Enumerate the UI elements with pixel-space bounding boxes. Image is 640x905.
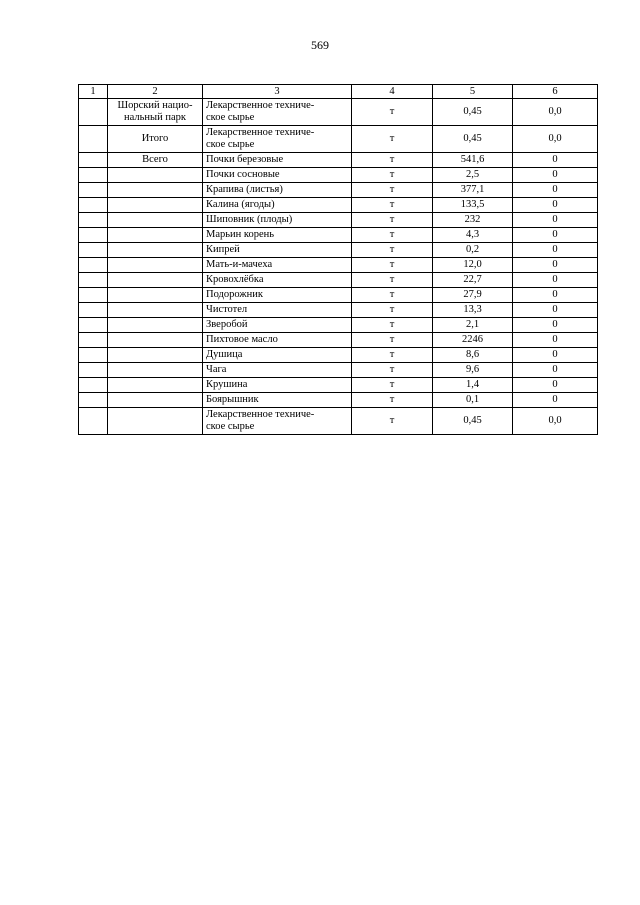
- table-cell-c6: 0,0: [513, 99, 598, 126]
- table-cell-c1: [79, 183, 108, 198]
- cell-text-line: ское сырье: [206, 112, 255, 123]
- header-cell: 5: [433, 85, 513, 99]
- resource-table: [78, 84, 598, 435]
- table-cell-c1: [79, 348, 108, 363]
- table-cell-c5: 9,6: [433, 363, 513, 378]
- table-cell-c5: 27,9: [433, 288, 513, 303]
- table-cell-c1: [79, 243, 108, 258]
- table-cell-c6: 0: [513, 303, 598, 318]
- page-number: 569: [311, 38, 329, 52]
- cell-text-line: Итого: [141, 133, 169, 144]
- header-cell: 1: [79, 85, 108, 99]
- cell-text-line: Боярышник: [206, 394, 259, 405]
- table-cell-c1: [79, 408, 108, 435]
- table-cell-c5: 4,3: [433, 228, 513, 243]
- cell-text-line: Чага: [206, 364, 227, 375]
- table-cell-c2: [108, 348, 203, 363]
- table-cell-c4: т: [352, 213, 433, 228]
- header-cell: 4: [352, 85, 433, 99]
- table-cell-c5: 13,3: [433, 303, 513, 318]
- table-cell-c1: [79, 228, 108, 243]
- table-cell-c5: 377,1: [433, 183, 513, 198]
- cell-text-line: Подорожник: [206, 289, 263, 300]
- table-cell-c4: т: [352, 273, 433, 288]
- table-cell-c1: [79, 363, 108, 378]
- table-cell-c3: [203, 258, 352, 273]
- cell-text-line: Пихтовое масло: [206, 334, 278, 345]
- table-row: [79, 273, 598, 288]
- table-cell-c3: [203, 183, 352, 198]
- table-cell-c3: [203, 213, 352, 228]
- table-cell-c1: [79, 258, 108, 273]
- table-row: [79, 363, 598, 378]
- table-cell-c2: [108, 99, 203, 126]
- cell-text-line: Почки сосновые: [206, 169, 280, 180]
- table-cell-c2: [108, 126, 203, 153]
- table-cell-c5: 1,4: [433, 378, 513, 393]
- table-cell-c1: [79, 126, 108, 153]
- table-cell-c4: т: [352, 258, 433, 273]
- table-cell-c1: [79, 393, 108, 408]
- table-cell-c5: 8,6: [433, 348, 513, 363]
- table-cell-c4: т: [352, 378, 433, 393]
- table-row: [79, 258, 598, 273]
- table-cell-c6: 0,0: [513, 126, 598, 153]
- header-cell: 2: [108, 85, 203, 99]
- table-cell-c6: 0: [513, 363, 598, 378]
- table-cell-c2: [108, 168, 203, 183]
- table-cell-c1: [79, 273, 108, 288]
- table-cell-c2: [108, 243, 203, 258]
- table-cell-c2: [108, 393, 203, 408]
- table-cell-c5: 2246: [433, 333, 513, 348]
- table-cell-c6: 0: [513, 243, 598, 258]
- table-row: [79, 213, 598, 228]
- table-cell-c4: т: [352, 153, 433, 168]
- cell-text-line: ское сырье: [206, 421, 255, 432]
- table-cell-c4: т: [352, 168, 433, 183]
- table-row: [79, 378, 598, 393]
- table-row: [79, 183, 598, 198]
- cell-text-line: Зверобой: [206, 319, 248, 330]
- cell-text-line: нальный парк: [124, 112, 186, 123]
- table-cell-c5: 2,5: [433, 168, 513, 183]
- table-cell-c6: 0: [513, 168, 598, 183]
- table-cell-c1: [79, 318, 108, 333]
- table-cell-c3: [203, 198, 352, 213]
- table-cell-c3: [203, 393, 352, 408]
- table-cell-c3: [203, 126, 352, 153]
- table-cell-c4: т: [352, 228, 433, 243]
- cell-text-line: Лекарственное техниче-: [206, 100, 315, 111]
- table-cell-c3: [203, 168, 352, 183]
- table-cell-c3: [203, 378, 352, 393]
- table-cell-c6: 0: [513, 228, 598, 243]
- table-cell-c2: [108, 153, 203, 168]
- table-cell-c6: 0: [513, 318, 598, 333]
- table-cell-c6: 0: [513, 258, 598, 273]
- table-cell-c2: [108, 228, 203, 243]
- cell-text-line: Марьин корень: [206, 229, 275, 240]
- table-cell-c5: 0,1: [433, 393, 513, 408]
- table-cell-c4: т: [352, 333, 433, 348]
- table-cell-c4: т: [352, 198, 433, 213]
- table-cell-c6: 0: [513, 213, 598, 228]
- table-cell-c5: 541,6: [433, 153, 513, 168]
- table-cell-c4: т: [352, 126, 433, 153]
- cell-text-line: Мать-и-мачеха: [206, 259, 273, 270]
- table-cell-c1: [79, 333, 108, 348]
- table-cell-c3: [203, 318, 352, 333]
- table-cell-c2: [108, 273, 203, 288]
- table-cell-c6: 0: [513, 183, 598, 198]
- table-row: [79, 348, 598, 363]
- table-cell-c2: [108, 333, 203, 348]
- table-cell-c2: [108, 303, 203, 318]
- table-cell-c4: т: [352, 363, 433, 378]
- table-row: [79, 126, 598, 153]
- table-cell-c2: [108, 363, 203, 378]
- cell-text-line: Кипрей: [206, 244, 240, 255]
- cell-text-line: Калина (ягоды): [206, 199, 275, 210]
- table-cell-c4: т: [352, 303, 433, 318]
- cell-text-line: Лекарственное техниче-: [206, 409, 315, 420]
- table-cell-c5: 12,0: [433, 258, 513, 273]
- table-cell-c5: 0,45: [433, 408, 513, 435]
- table-cell-c1: [79, 303, 108, 318]
- table-cell-c4: т: [352, 99, 433, 126]
- table-row: [79, 318, 598, 333]
- cell-text-line: Лекарственное техниче-: [206, 127, 315, 138]
- table-cell-c5: 0,45: [433, 99, 513, 126]
- table-row: [79, 153, 598, 168]
- table-cell-c3: [203, 288, 352, 303]
- table-cell-c3: [203, 408, 352, 435]
- table-cell-c4: т: [352, 288, 433, 303]
- table-cell-c4: т: [352, 348, 433, 363]
- table-cell-c2: [108, 408, 203, 435]
- table-row: [79, 198, 598, 213]
- table-cell-c3: [203, 243, 352, 258]
- table-cell-c3: [203, 99, 352, 126]
- table-cell-c5: 22,7: [433, 273, 513, 288]
- table-cell-c3: [203, 348, 352, 363]
- table-cell-c2: [108, 318, 203, 333]
- table-cell-c6: 0: [513, 153, 598, 168]
- table-cell-c5: 232: [433, 213, 513, 228]
- header-cell: 3: [203, 85, 352, 99]
- table-cell-c4: т: [352, 243, 433, 258]
- table-header-row: [79, 85, 598, 99]
- table-row: [79, 228, 598, 243]
- table-cell-c1: [79, 288, 108, 303]
- table-cell-c6: 0: [513, 273, 598, 288]
- table-cell-c4: т: [352, 183, 433, 198]
- cell-text-line: Почки березовые: [206, 154, 284, 165]
- cell-text-line: Всего: [142, 154, 168, 165]
- table-row: [79, 99, 598, 126]
- table-row: [79, 408, 598, 435]
- table-cell-c1: [79, 378, 108, 393]
- cell-text-line: Шиповник (плоды): [206, 214, 293, 225]
- table-cell-c2: [108, 198, 203, 213]
- table-cell-c2: [108, 378, 203, 393]
- table-row: [79, 168, 598, 183]
- table-cell-c5: 2,1: [433, 318, 513, 333]
- table-cell-c5: 133,5: [433, 198, 513, 213]
- table-cell-c1: [79, 198, 108, 213]
- table-cell-c6: 0,0: [513, 408, 598, 435]
- header-cell: 6: [513, 85, 598, 99]
- table-cell-c3: [203, 273, 352, 288]
- table-cell-c4: т: [352, 408, 433, 435]
- table-row: [79, 393, 598, 408]
- table-cell-c3: [203, 153, 352, 168]
- table-cell-c1: [79, 168, 108, 183]
- table-cell-c5: 0,2: [433, 243, 513, 258]
- table-row: [79, 303, 598, 318]
- table-cell-c2: [108, 213, 203, 228]
- table-cell-c3: [203, 228, 352, 243]
- table-cell-c5: 0,45: [433, 126, 513, 153]
- table-cell-c2: [108, 288, 203, 303]
- table-cell-c6: 0: [513, 348, 598, 363]
- cell-text-line: Кровохлёбка: [206, 274, 264, 285]
- table-cell-c6: 0: [513, 288, 598, 303]
- table-cell-c1: [79, 213, 108, 228]
- cell-text-line: Шорский нацио-: [117, 100, 193, 111]
- table-cell-c1: [79, 153, 108, 168]
- table-cell-c4: т: [352, 393, 433, 408]
- cell-text-line: Крапива (листья): [206, 184, 283, 195]
- table-cell-c3: [203, 363, 352, 378]
- cell-text-line: Чистотел: [206, 304, 248, 315]
- table-cell-c3: [203, 303, 352, 318]
- table-cell-c3: [203, 333, 352, 348]
- cell-text-line: ское сырье: [206, 139, 255, 150]
- table-cell-c6: 0: [513, 198, 598, 213]
- table-row: [79, 243, 598, 258]
- cell-text-line: Крушина: [206, 379, 248, 390]
- table-cell-c6: 0: [513, 393, 598, 408]
- table-cell-c6: 0: [513, 378, 598, 393]
- table-cell-c2: [108, 258, 203, 273]
- table-cell-c1: [79, 99, 108, 126]
- cell-text-line: Душица: [206, 349, 243, 360]
- table-row: [79, 288, 598, 303]
- table-cell-c2: [108, 183, 203, 198]
- table-cell-c4: т: [352, 318, 433, 333]
- table-row: [79, 333, 598, 348]
- table-cell-c6: 0: [513, 333, 598, 348]
